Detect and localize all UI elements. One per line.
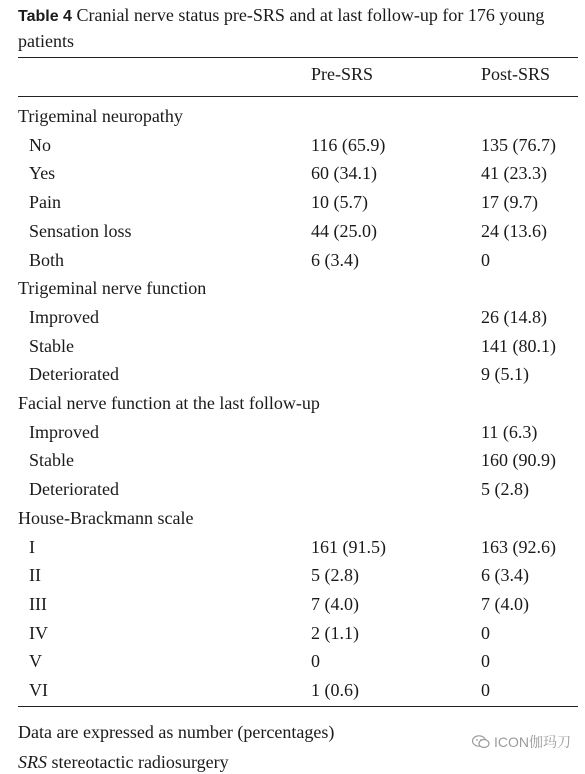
cell-post-srs: 5 (2.8) xyxy=(481,479,529,500)
table-group-row xyxy=(0,504,585,533)
top-rule xyxy=(18,57,578,58)
cell-post-srs: 26 (14.8) xyxy=(481,306,547,327)
cell-post-srs: 0 xyxy=(481,680,490,700)
row-label: Sensation loss xyxy=(29,220,132,241)
cell-pre-srs: 5 (2.8) xyxy=(311,565,359,586)
cell-post-srs: 17 (9.7) xyxy=(481,192,538,213)
wechat-icon xyxy=(472,735,490,749)
table-row xyxy=(0,360,585,389)
cell-pre-srs: 2 (1.1) xyxy=(311,622,359,643)
row-label: Both xyxy=(29,249,65,270)
header-row xyxy=(0,60,585,89)
row-label: Improved xyxy=(29,306,99,327)
cell-post-srs: 41 (23.3) xyxy=(481,163,547,184)
table-row xyxy=(0,303,585,332)
cell-post-srs: 7 (4.0) xyxy=(481,593,529,614)
cell-pre-srs: 161 (91.5) xyxy=(311,536,386,557)
table-row xyxy=(0,446,585,475)
cell-pre-srs: 60 (34.1) xyxy=(311,163,377,184)
table-row xyxy=(0,619,585,648)
cell-post-srs: 163 (92.6) xyxy=(481,536,556,557)
abbr-term: SRS xyxy=(18,752,47,772)
table-group-row xyxy=(0,102,585,131)
footnote-data-note: Data are expressed as number (percentages) xyxy=(18,722,335,742)
cell-post-srs: 0 xyxy=(481,651,490,672)
cell-post-srs: 135 (76.7) xyxy=(481,134,556,155)
header-rule xyxy=(18,96,578,97)
watermark-text: ICON伽玛刀 xyxy=(494,734,571,750)
cell-pre-srs: 0 xyxy=(311,651,320,672)
cell-pre-srs: 1 (0.6) xyxy=(311,680,359,700)
table-caption xyxy=(18,3,578,54)
cell-pre-srs: 44 (25.0) xyxy=(311,220,377,241)
header-pre-srs: Pre-SRS xyxy=(311,64,374,84)
table-row xyxy=(0,188,585,217)
table-row xyxy=(0,131,585,160)
row-label: Deteriorated xyxy=(29,479,119,500)
table-row xyxy=(0,676,585,705)
row-label: Trigeminal nerve function xyxy=(18,278,207,299)
cell-post-srs: 11 (6.3) xyxy=(481,421,538,442)
row-label: VI xyxy=(29,680,48,700)
table-row xyxy=(0,533,585,562)
row-label: No xyxy=(29,134,51,155)
table-row xyxy=(0,590,585,619)
table-row xyxy=(0,159,585,188)
footnote-abbreviation xyxy=(18,750,229,774)
table-row xyxy=(0,217,585,246)
cell-pre-srs: 10 (5.7) xyxy=(311,192,368,213)
table-row xyxy=(0,647,585,676)
bottom-rule xyxy=(18,706,578,707)
abbr-definition: stereotactic radiosurgery xyxy=(51,752,229,772)
table-row xyxy=(0,561,585,590)
cell-post-srs: 9 (5.1) xyxy=(481,364,529,385)
row-label: Deteriorated xyxy=(29,364,119,385)
row-label: I xyxy=(29,536,35,557)
cell-post-srs: 0 xyxy=(481,249,490,270)
row-label: V xyxy=(29,651,42,672)
row-label: Stable xyxy=(29,450,74,471)
cell-post-srs: 24 (13.6) xyxy=(481,220,547,241)
row-label: Pain xyxy=(29,192,62,213)
cell-post-srs: 141 (80.1) xyxy=(481,335,556,356)
row-label: House-Brackmann scale xyxy=(18,507,194,528)
row-label: Stable xyxy=(29,335,74,356)
table-title: Cranial nerve status pre-SRS and at last follow-up for 176 young patients xyxy=(18,5,545,51)
table-row xyxy=(0,475,585,504)
row-label: Trigeminal neuropathy xyxy=(18,106,183,126)
header-post-srs: Post-SRS xyxy=(481,64,551,84)
cell-pre-srs: 6 (3.4) xyxy=(311,249,359,270)
watermark xyxy=(472,732,571,752)
row-label: II xyxy=(29,565,41,586)
table-row xyxy=(0,418,585,447)
cell-post-srs: 160 (90.9) xyxy=(481,450,556,471)
cell-post-srs: 0 xyxy=(481,622,490,643)
table-row xyxy=(0,246,585,275)
row-label: IV xyxy=(29,622,48,643)
row-label: III xyxy=(29,593,47,614)
row-label: Improved xyxy=(29,421,99,442)
row-label: Yes xyxy=(29,163,56,184)
table-group-row xyxy=(0,274,585,303)
table-row xyxy=(0,332,585,361)
cell-pre-srs: 116 (65.9) xyxy=(311,134,386,155)
cell-post-srs: 6 (3.4) xyxy=(481,565,529,586)
cell-pre-srs: 7 (4.0) xyxy=(311,593,359,614)
table-label: Table 4 xyxy=(18,8,72,25)
table-group-row xyxy=(0,389,585,418)
row-label: Facial nerve function at the last follow-up xyxy=(18,393,320,413)
